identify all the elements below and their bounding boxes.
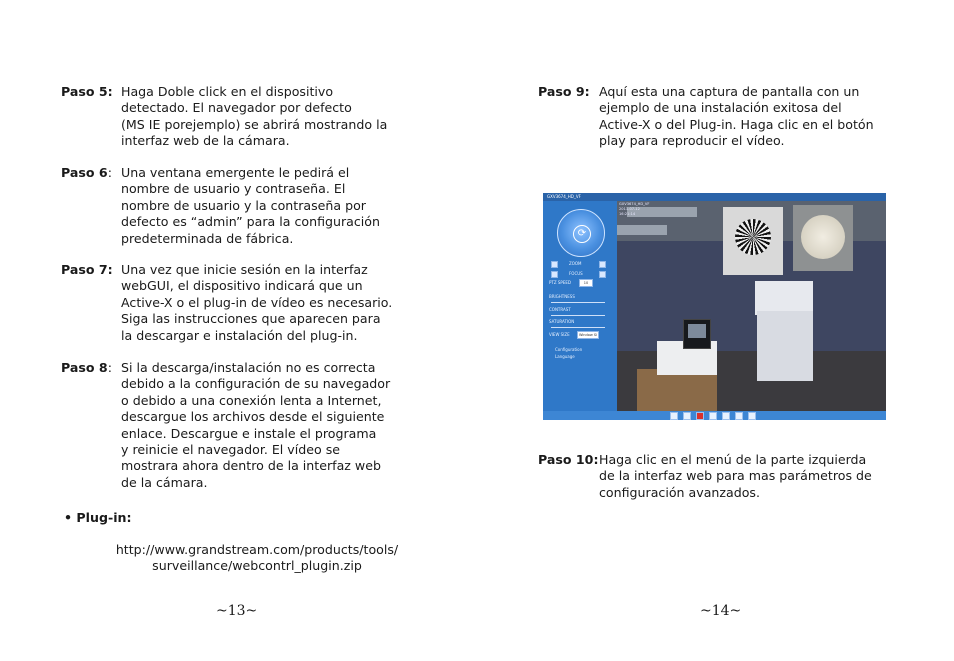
step-text <box>121 165 380 247</box>
step-line: la descargar e instalación del plug-in. <box>121 327 358 343</box>
step-text <box>121 360 390 491</box>
view-size-label: VIEW SIZE <box>549 332 570 337</box>
page-number-left: ~13~ <box>216 603 258 619</box>
page-number-right: ~14~ <box>700 603 742 619</box>
fullscreen-icon[interactable] <box>748 412 756 420</box>
plugin-url[interactable] <box>92 542 422 575</box>
step-line: interfaz web de la cámara. <box>121 133 290 149</box>
video-toolbar <box>543 411 886 420</box>
screenshot-title: GXV3674_HD_VF <box>547 194 581 199</box>
step-label: Paso 7: <box>61 262 113 277</box>
resolution-chart <box>723 207 783 275</box>
ptz-joystick[interactable] <box>557 209 605 257</box>
audio-icon[interactable] <box>722 412 730 420</box>
step-line: Una ventana emergente le pedirá el <box>121 165 350 180</box>
step-line: play para reproducir el vídeo. <box>599 133 785 149</box>
step-line: nombre de usuario y la contraseña por <box>121 197 366 213</box>
snapshot-icon[interactable] <box>709 412 717 420</box>
step-label: Paso 9: <box>538 84 590 99</box>
ptz-speed-select[interactable]: 10 <box>579 279 593 287</box>
step-line: Haga Doble click en el dispositivo <box>121 84 334 99</box>
step-line: (MS IE porejemplo) se abrirá mostrando la <box>121 116 388 132</box>
white-box <box>757 311 813 381</box>
brightness-row <box>549 294 575 299</box>
view-size-select[interactable]: Window Si <box>578 333 598 337</box>
step-line: Aquí esta una captura de pantalla con un <box>599 84 860 99</box>
step-line: Si la descarga/instalación no es correcta <box>121 360 376 375</box>
webui-screenshot <box>543 193 886 420</box>
step-line: defecto es “admin” para la configuración <box>121 214 380 230</box>
osd-line: GXV3674_HD_VF <box>619 202 650 206</box>
step-line: webGUI, el dispositivo indicará que un <box>121 278 363 294</box>
video-view[interactable] <box>617 201 886 411</box>
step-line: Una vez que inicie sesión en la interfaz <box>121 262 368 277</box>
ptz-speed-row <box>549 280 571 285</box>
step-line: predeterminada de fábrica. <box>121 230 294 246</box>
step-text <box>599 452 872 501</box>
step-line: descargue los archivos desde el siguiente <box>121 409 385 425</box>
configuration-link[interactable]: Configuration <box>555 347 583 352</box>
stop-icon[interactable] <box>683 412 691 420</box>
talk-icon[interactable] <box>735 412 743 420</box>
zoom-label: ZOOM <box>569 261 582 266</box>
step-label: Paso 10: <box>538 452 599 467</box>
video-phone <box>683 319 711 349</box>
step-line: de la interfaz web para mas parámetros de <box>599 468 872 484</box>
view-size-row <box>549 332 570 337</box>
step-line: detectado. El navegador por defecto <box>121 100 352 116</box>
focus-label: FOCUS <box>569 271 583 276</box>
step-line: Active-X o del Plug-in. Haga clic en el botón <box>599 116 874 132</box>
play-icon[interactable] <box>670 412 678 420</box>
screenshot-titlebar <box>543 193 886 201</box>
step-label: Paso 6: <box>61 165 112 180</box>
language-link[interactable]: Language <box>555 354 575 359</box>
ceiling-light <box>617 225 667 235</box>
osd-line: 16:21:14 <box>619 212 636 216</box>
saturation-label: SATURATION <box>549 319 575 324</box>
step-line: ejemplo de una instalación exitosa del <box>599 100 842 116</box>
saturation-slider[interactable] <box>551 327 605 328</box>
video-osd <box>619 202 649 217</box>
step-text <box>599 84 874 150</box>
plugin-url-line[interactable]: surveillance/webcontrl_plugin.zip <box>152 558 362 574</box>
plugin-url-line[interactable]: http://www.grandstream.com/products/tools/ <box>115 542 399 557</box>
step-line: mostrara ahora dentro de la interfaz web <box>121 458 381 474</box>
contrast-row <box>549 307 571 312</box>
plugin-heading-text: • Plug-in: <box>64 510 132 525</box>
step-line: Active-X o el plug-in de vídeo es necesario. <box>121 294 393 310</box>
step-line: Siga las instrucciones que aparecen para <box>121 311 381 327</box>
ptz-speed-label: PTZ SPEED <box>549 280 571 285</box>
step-text <box>121 84 387 150</box>
contrast-label: CONTRAST <box>549 307 571 312</box>
record-icon[interactable] <box>696 412 704 420</box>
osd-line: 2011-07-12 <box>619 207 640 211</box>
step-line: o debido a una conexión lenta a Internet, <box>121 392 382 408</box>
brightness-slider[interactable] <box>551 302 605 303</box>
step-line: debido a la configuración de su navegador <box>121 376 391 392</box>
focus-minus-button[interactable] <box>551 271 558 278</box>
brightness-label: BRIGHTNESS <box>549 294 575 299</box>
plugin-heading <box>64 510 132 526</box>
step-label: Paso 5: <box>61 84 113 99</box>
siemens-star-icon <box>735 219 771 255</box>
step-line: nombre de usuario y contraseña. El <box>121 181 346 197</box>
zoom-out-button[interactable] <box>551 261 558 268</box>
step-line: configuración avanzados. <box>599 484 760 500</box>
control-panel <box>543 201 617 411</box>
phone-screen <box>688 324 706 338</box>
step-line: de la cámara. <box>121 474 208 490</box>
test-pattern-icon <box>801 215 845 259</box>
color-test-chart <box>793 205 853 271</box>
white-box <box>755 281 813 315</box>
focus-plus-button[interactable] <box>599 271 606 278</box>
contrast-slider[interactable] <box>551 315 605 316</box>
step-line: Haga clic en el menú de la parte izquierda <box>599 452 867 467</box>
step-text <box>121 262 392 344</box>
step-line: y reinicie el navegador. El vídeo se <box>121 442 341 458</box>
step-line: enlace. Descargue e instale el programa <box>121 425 377 441</box>
zoom-in-button[interactable] <box>599 261 606 268</box>
cardboard-box <box>637 369 717 411</box>
refresh-icon[interactable]: ⟳ <box>573 225 591 243</box>
saturation-row <box>549 319 574 324</box>
step-label: Paso 8: <box>61 360 112 375</box>
